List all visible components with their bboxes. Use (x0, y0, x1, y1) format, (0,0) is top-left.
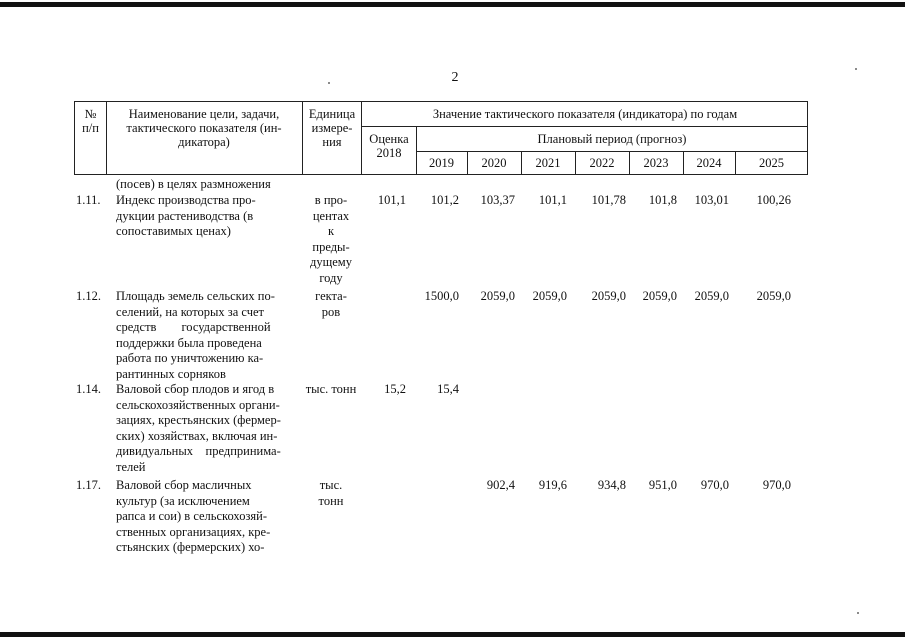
row-name-line: сельскохозяйственных органи- (116, 397, 280, 412)
row-name-line: средств государственной (116, 320, 271, 334)
bottom-border-rule (0, 632, 905, 637)
row-year-value: 103,01 (694, 193, 729, 207)
row-unit-line: центах (312, 208, 350, 223)
row-name-line: Валовой сбор плодов и ягод в (116, 382, 275, 396)
row-name-line: рантинных сорняков (116, 366, 226, 381)
row-estimate-value: 15,2 (384, 382, 406, 396)
header-year: 2022 (589, 156, 615, 170)
header-unit: Единица измере-ния (308, 107, 356, 149)
header-divider (106, 101, 107, 175)
header-divider (361, 126, 808, 127)
row-name-line: селений, на которых за счет (116, 304, 265, 319)
header-year: 2020 (481, 156, 507, 170)
row-year-value: 919,6 (538, 478, 567, 492)
row-year-value: 100,26 (756, 193, 791, 207)
row-unit-line: ров (321, 304, 341, 319)
row-year-value: 2059,0 (480, 289, 515, 303)
row-number: 1.14. (76, 382, 101, 396)
row-unit-line: преды- (312, 239, 350, 254)
carry-over-text: (посев) в целях размножения (116, 177, 271, 191)
header-divider (361, 101, 362, 175)
header-year: 2019 (429, 156, 454, 170)
row-unit-line: году (319, 270, 343, 285)
row-name-line: работа по уничтожению ка- (116, 351, 264, 365)
scan-speck (328, 82, 330, 84)
row-year-value: 15,4 (437, 382, 459, 396)
row-unit-line: тонн (318, 493, 344, 508)
row-estimate-value: 101,1 (377, 193, 406, 207)
row-unit-line: в про- (314, 193, 348, 207)
row-year-value: 902,4 (486, 478, 515, 492)
row-unit-line: гекта- (315, 289, 347, 303)
row-unit-line: тыс. (319, 478, 343, 492)
row-number: 1.12. (76, 289, 101, 303)
row-year-value: 101,1 (538, 193, 567, 207)
row-year-value: 103,37 (480, 193, 515, 207)
row-year-value: 934,8 (597, 478, 626, 492)
row-name-line: сопоставимых ценах) (116, 224, 231, 238)
row-name-line: ских) хозяйствах, включая ин- (116, 428, 278, 443)
row-name-line: поддержки была проведена (116, 335, 262, 350)
page-number: 2 (451, 70, 459, 85)
row-name-line: ственных организациях, кре- (116, 524, 271, 539)
header-divider (416, 151, 808, 152)
row-unit-line: тыс. тонн (305, 382, 357, 396)
row-year-value: 2059,0 (756, 289, 791, 303)
row-year-value: 101,8 (648, 193, 677, 207)
row-number: 1.11. (76, 193, 101, 207)
row-name-line: Валовой сбор масличных (116, 478, 252, 492)
row-name-line: Площадь земель сельских по- (116, 289, 275, 303)
header-estimate: Оценка 2018 (369, 132, 409, 160)
header-plan-period: Плановый период (прогноз) (537, 132, 687, 146)
scan-speck (855, 68, 857, 70)
row-unit-line: к (327, 224, 335, 238)
row-year-value: 101,2 (430, 193, 459, 207)
row-year-value: 2059,0 (642, 289, 677, 303)
row-year-value: 951,0 (648, 478, 677, 492)
header-year: 2024 (696, 156, 722, 170)
row-year-value: 970,0 (762, 478, 791, 492)
row-name-line: дукции растениводства (в (116, 208, 254, 223)
top-border-rule (0, 2, 905, 7)
row-year-value: 2059,0 (694, 289, 729, 303)
row-year-value: 2059,0 (532, 289, 567, 303)
row-year-value: 2059,0 (591, 289, 626, 303)
header-year: 2023 (643, 156, 669, 170)
row-name-line: Индекс производства про- (116, 193, 256, 207)
header-num: № п/п (82, 107, 99, 135)
row-name-line: дивидуальных предпринима- (116, 444, 281, 458)
header-year: 2025 (759, 156, 784, 170)
row-year-value: 1500,0 (424, 289, 459, 303)
row-unit-line: дущему (310, 255, 352, 269)
row-name-line: стьянских (фермерских) хо- (116, 540, 265, 554)
header-value-title: Значение тактического показателя (индикатора) по годам (432, 107, 738, 121)
header-year: 2021 (535, 156, 561, 170)
header-name: Наименование цели, задачи, тактического показателя (ин-дикатора) (126, 107, 282, 149)
row-year-value: 970,0 (700, 478, 729, 492)
row-name-line: рапса и сои) в сельскохозяй- (116, 509, 267, 523)
row-name-line: зациях, крестьянских (фермер- (116, 413, 281, 427)
row-name-line: телей (116, 459, 146, 474)
header-divider (302, 101, 303, 175)
row-name-line: культур (за исключением (116, 493, 250, 508)
row-year-value: 101,78 (591, 193, 626, 207)
scan-speck (857, 612, 859, 614)
row-number: 1.17. (76, 478, 101, 492)
